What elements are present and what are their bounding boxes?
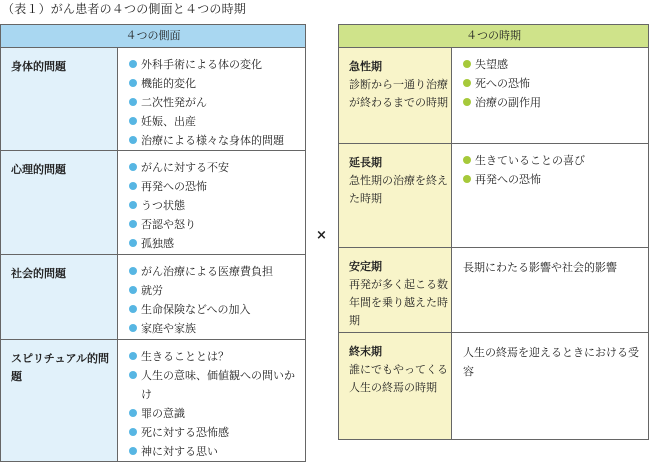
- period-description: 誰にでもやってくる人生の終焉の時期: [349, 363, 448, 394]
- list-item: 死への恐怖: [463, 74, 648, 93]
- period-label: 安定期: [349, 260, 382, 273]
- period-description: 急性期の治療を終えた時期: [349, 174, 448, 205]
- aspect-items: [118, 255, 306, 340]
- list-item: うつ状態: [129, 196, 305, 215]
- list-item: 神に対する思い: [129, 442, 305, 461]
- aspect-label: スピリチュアル的問題: [1, 340, 118, 462]
- list-item: 孤独感: [129, 234, 305, 253]
- list-item: 機能的変化: [129, 74, 305, 93]
- period-description: 再発が多く起こる数年間を乗り越えた時期: [349, 278, 448, 327]
- table-row: [339, 333, 649, 440]
- period-label: 急性期: [349, 60, 382, 73]
- list-item: がん治療による医療費負担: [129, 262, 305, 281]
- list-item: 再発への恐怖: [129, 177, 305, 196]
- period-items: [452, 48, 649, 144]
- period-text: 長期にわたる影響や社会的影響: [452, 248, 649, 333]
- aspect-items: [118, 340, 306, 462]
- list-item: 生きることとは？: [129, 347, 305, 366]
- list-item: 人生の意味、価値観への問いかけ: [129, 366, 305, 404]
- list-item: 治療による様々な身体的問題: [129, 131, 305, 150]
- list-item: 妊娠、出産: [129, 112, 305, 131]
- aspects-header: ４つの側面: [1, 25, 306, 48]
- aspect-label: 身体的問題: [1, 48, 118, 151]
- list-item: 否認や怒り: [129, 215, 305, 234]
- four-periods-table: [338, 24, 649, 440]
- period-items: [452, 144, 649, 248]
- list-item: 治療の副作用: [463, 93, 648, 112]
- list-item: がんに対する不安: [129, 158, 305, 177]
- period-cell: [339, 48, 452, 144]
- list-item: 生命保険などへの加入: [129, 300, 305, 319]
- period-label: 延長期: [349, 156, 382, 169]
- table-caption: （表１）がん患者の４つの側面と４つの時期: [2, 2, 247, 16]
- period-label: 終末期: [349, 345, 382, 358]
- table-row: [1, 255, 306, 340]
- aspect-items: [118, 151, 306, 255]
- aspect-label: 心理的問題: [1, 151, 118, 255]
- table-row: [1, 48, 306, 151]
- list-item: 外科手術による体の変化: [129, 55, 305, 74]
- table-row: [339, 48, 649, 144]
- four-aspects-table: [0, 24, 306, 462]
- period-text: 人生の終焉を迎えるときにおける受容: [452, 333, 649, 440]
- period-cell: [339, 333, 452, 440]
- list-item: 家庭や家族: [129, 319, 305, 338]
- period-cell: [339, 248, 452, 333]
- periods-header: ４つの時期: [339, 25, 649, 48]
- period-cell: [339, 144, 452, 248]
- list-item: 就労: [129, 281, 305, 300]
- table-row: [339, 144, 649, 248]
- aspect-items: [118, 48, 306, 151]
- list-item: 二次性発がん: [129, 93, 305, 112]
- list-item: 生きていることの喜び: [463, 151, 648, 170]
- list-item: 再発への恐怖: [463, 170, 648, 189]
- aspect-label: 社会的問題: [1, 255, 118, 340]
- list-item: 罪の意識: [129, 404, 305, 423]
- cross-symbol: ×: [316, 228, 327, 243]
- list-item: 死に対する恐怖感: [129, 423, 305, 442]
- table-row: [1, 151, 306, 255]
- period-description: 診断から一通り治療が終わるまでの時期: [349, 78, 448, 109]
- list-item: 失望感: [463, 55, 648, 74]
- table-row: [339, 248, 649, 333]
- table-row: [1, 340, 306, 462]
